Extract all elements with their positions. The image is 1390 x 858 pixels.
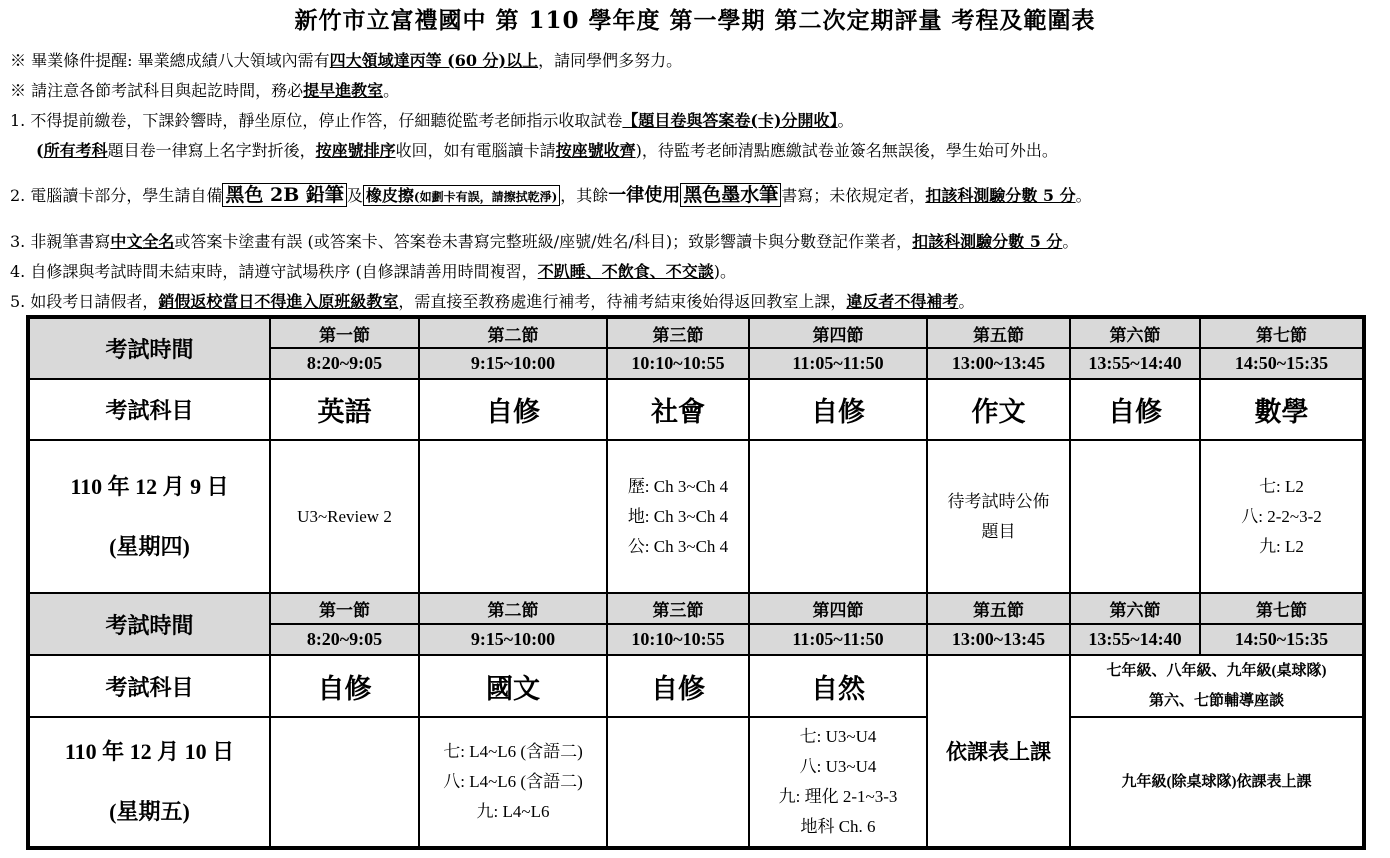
exam-schedule-table	[26, 315, 1366, 850]
exam-date-cell	[28, 440, 270, 593]
period-header: 第三節	[607, 317, 749, 348]
subject-cell: 國文	[419, 655, 607, 717]
range-cell	[270, 440, 419, 593]
subject-cell: 自修	[419, 379, 607, 440]
period-header: 第二節	[419, 593, 607, 624]
exam-weekday: (星期五)	[109, 799, 190, 824]
rule-text: ，其餘	[560, 186, 609, 205]
exam-date: 110 年 12 月 10 日	[64, 739, 235, 764]
range-line: 公: Ch 3~Ch 4	[627, 536, 729, 556]
period-header: 第六節	[1070, 593, 1200, 624]
timing-notice	[10, 78, 399, 101]
range-line: 題目	[981, 521, 1016, 541]
range-line: 待考試時公佈	[947, 491, 1050, 511]
period-time: 14:50~15:35	[1200, 348, 1364, 379]
period-time: 11:05~11:50	[749, 348, 927, 379]
range-line: 七: L2	[1259, 476, 1304, 496]
range-cell	[749, 440, 927, 593]
rule-text: )。	[713, 262, 736, 281]
range-line: 九: L4~L6	[476, 802, 550, 821]
range-cell	[419, 717, 607, 848]
counseling-note-cell	[1070, 655, 1364, 717]
rule-3	[10, 229, 1078, 252]
notice-emphasis: 提早進教室	[303, 81, 384, 100]
rule-text: )，待監考老師清點應繳試卷並簽名無誤後，學生始可外出。	[635, 141, 1058, 160]
period-time: 8:20~9:05	[270, 348, 419, 379]
subject-cell: 自修	[1070, 379, 1200, 440]
pen-requirement-box: 黑色墨水筆	[680, 183, 781, 207]
range-line: 地科 Ch. 6	[800, 817, 876, 836]
rule-text: 2. 電腦讀卡部分，學生請自備	[10, 186, 223, 205]
period-time: 13:55~14:40	[1070, 624, 1200, 655]
counseling-note-line: 第六、七節輔導座談	[1148, 693, 1284, 709]
exam-subject-label: 考試科目	[28, 655, 270, 717]
subject-cell: 自修	[607, 655, 749, 717]
period-time: 10:10~10:55	[607, 624, 749, 655]
range-cell	[607, 717, 749, 848]
exam-time-label: 考試時間	[28, 593, 270, 655]
rule-1-continued	[36, 138, 1058, 161]
rule-text: 書寫；未依規定者，	[781, 186, 926, 205]
subject-cell: 作文	[927, 379, 1070, 440]
rule-emphasis: 一律使用	[608, 185, 681, 206]
counseling-note-line: 七年級、八年級、九年級(桌球隊)	[1106, 663, 1327, 679]
eraser-requirement-box	[363, 185, 560, 206]
subject-cell: 英語	[270, 379, 419, 440]
subject-cell: 自修	[749, 379, 927, 440]
period-header: 第四節	[749, 593, 927, 624]
range-line: 八: 2-2~3-2	[1241, 506, 1322, 526]
range-line: 七: U3~U4	[799, 727, 877, 746]
period-time: 9:15~10:00	[419, 624, 607, 655]
rule-emphasis: 中文全名	[110, 232, 175, 251]
eraser-note: (如劃卡有誤，請擦拭乾淨)	[413, 190, 558, 204]
rule-4	[10, 259, 736, 282]
notice-text: ※ 畢業條件提醒: 畢業總成績八大領域內需有	[10, 51, 330, 70]
subject-cell: 社會	[607, 379, 749, 440]
range-cell	[749, 717, 927, 848]
notice-text: 。	[383, 81, 400, 100]
range-line: 八: U3~U4	[799, 757, 877, 776]
rule-text: 4. 自修課與考試時間未結束時，請遵守試場秩序 (自修課請善用時間複習，	[10, 262, 538, 281]
rule-5	[10, 289, 974, 312]
rule-text: 。	[1062, 232, 1079, 251]
range-line: 地: Ch 3~Ch 4	[627, 506, 729, 526]
grade9-class-note: 九年級(除桌球隊)依課表上課	[1070, 717, 1364, 848]
rule-text: 。	[958, 292, 975, 311]
period5-class-cell: 依課表上課	[927, 655, 1070, 848]
period-time: 14:50~15:35	[1200, 624, 1364, 655]
period-time: 13:00~13:45	[927, 624, 1070, 655]
range-cell	[607, 440, 749, 593]
period-time: 13:55~14:40	[1070, 348, 1200, 379]
range-line: 八: L4~L6 (含語二)	[443, 772, 583, 791]
penalty-text: 扣該科測驗分數 5 分	[912, 232, 1063, 251]
rule-text: 及	[346, 186, 363, 205]
eraser-label: 橡皮擦	[365, 186, 414, 205]
period-header: 第五節	[927, 593, 1070, 624]
penalty-text: 扣該科測驗分數 5 分	[925, 186, 1076, 205]
period-time: 9:15~10:00	[419, 348, 607, 379]
range-line: 歷: Ch 3~Ch 4	[627, 476, 729, 496]
period-time: 13:00~13:45	[927, 348, 1070, 379]
rule-emphasis: 違反者不得補考	[846, 292, 959, 311]
period-header: 第五節	[927, 317, 1070, 348]
period-header: 第六節	[1070, 317, 1200, 348]
rule-emphasis: 【題目卷與答案卷(卡)分開收】	[622, 111, 838, 130]
rule-emphasis: 所有考科	[43, 141, 108, 160]
rule-text: 或答案卡塗畫有誤 (或答案卡、答案卷未書寫完整班級/座號/姓名/科目)；致影響讀卡與分數登記作業者，	[174, 232, 913, 251]
rule-emphasis: 按座號收齊	[555, 141, 636, 160]
subject-cell: 自修	[270, 655, 419, 717]
exam-date-cell	[28, 717, 270, 848]
range-cell	[927, 440, 1070, 593]
range-cell	[270, 717, 419, 848]
rule-text: 收回，如有電腦讀卡請	[395, 141, 556, 160]
period-header: 第四節	[749, 317, 927, 348]
rule-emphasis: 不趴睡、不飲食、不交談	[537, 262, 714, 281]
exam-time-label: 考試時間	[28, 317, 270, 379]
notice-text: ，請同學們多努力。	[538, 51, 683, 70]
period-header: 第二節	[419, 317, 607, 348]
rule-text: 。	[837, 111, 854, 130]
rule-1	[10, 108, 854, 131]
rule-text: 5. 如段考日請假者，	[10, 292, 159, 311]
period-header: 第一節	[270, 593, 419, 624]
rule-2	[10, 180, 1092, 207]
period-header: 第七節	[1200, 593, 1364, 624]
exam-weekday: (星期四)	[109, 533, 190, 559]
range-line: U3~Review 2	[297, 506, 392, 526]
range-line: 九: L2	[1259, 536, 1304, 556]
period-time: 11:05~11:50	[749, 624, 927, 655]
period-header: 第三節	[607, 593, 749, 624]
rule-text: 3. 非親筆書寫	[10, 232, 111, 251]
graduation-notice	[10, 48, 682, 71]
rule-emphasis: 銷假返校當日不得進入原班級教室	[158, 292, 399, 311]
subject-cell: 自然	[749, 655, 927, 717]
rule-text: 。	[1075, 186, 1092, 205]
exam-date: 110 年 12 月 9 日	[70, 473, 229, 499]
range-line: 七: L4~L6 (含語二)	[443, 742, 583, 761]
subject-cell: 數學	[1200, 379, 1364, 440]
period-time: 8:20~9:05	[270, 624, 419, 655]
rule-text: (	[36, 141, 44, 160]
range-cell	[1070, 440, 1200, 593]
period-time: 10:10~10:55	[607, 348, 749, 379]
period-header: 第七節	[1200, 317, 1364, 348]
range-line: 九: 理化 2-1~3-3	[778, 787, 898, 806]
notice-text: ※ 請注意各節考試科目與起訖時間，務必	[10, 81, 304, 100]
rule-text: ，需直接至教務處進行補考，待補考結束後始得返回教室上課，	[398, 292, 847, 311]
range-cell	[419, 440, 607, 593]
rule-text: 1. 不得提前繳卷，下課鈴響時，靜坐原位，停止作答，仔細聽從監考老師指示收取試卷	[10, 111, 623, 130]
range-cell	[1200, 440, 1364, 593]
rule-text: 題目卷一律寫上名字對折後，	[107, 141, 316, 160]
rule-emphasis: 按座號排序	[315, 141, 396, 160]
exam-subject-label: 考試科目	[28, 379, 270, 440]
pencil-requirement-box: 黑色 2B 鉛筆	[222, 183, 347, 207]
notice-emphasis: 四大領域達丙等 (60 分)以上	[329, 51, 539, 70]
period-header: 第一節	[270, 317, 419, 348]
page-title: 新竹市立富禮國中 第 110 學年度 第一學期 第二次定期評量 考程及範圍表	[294, 7, 1096, 34]
